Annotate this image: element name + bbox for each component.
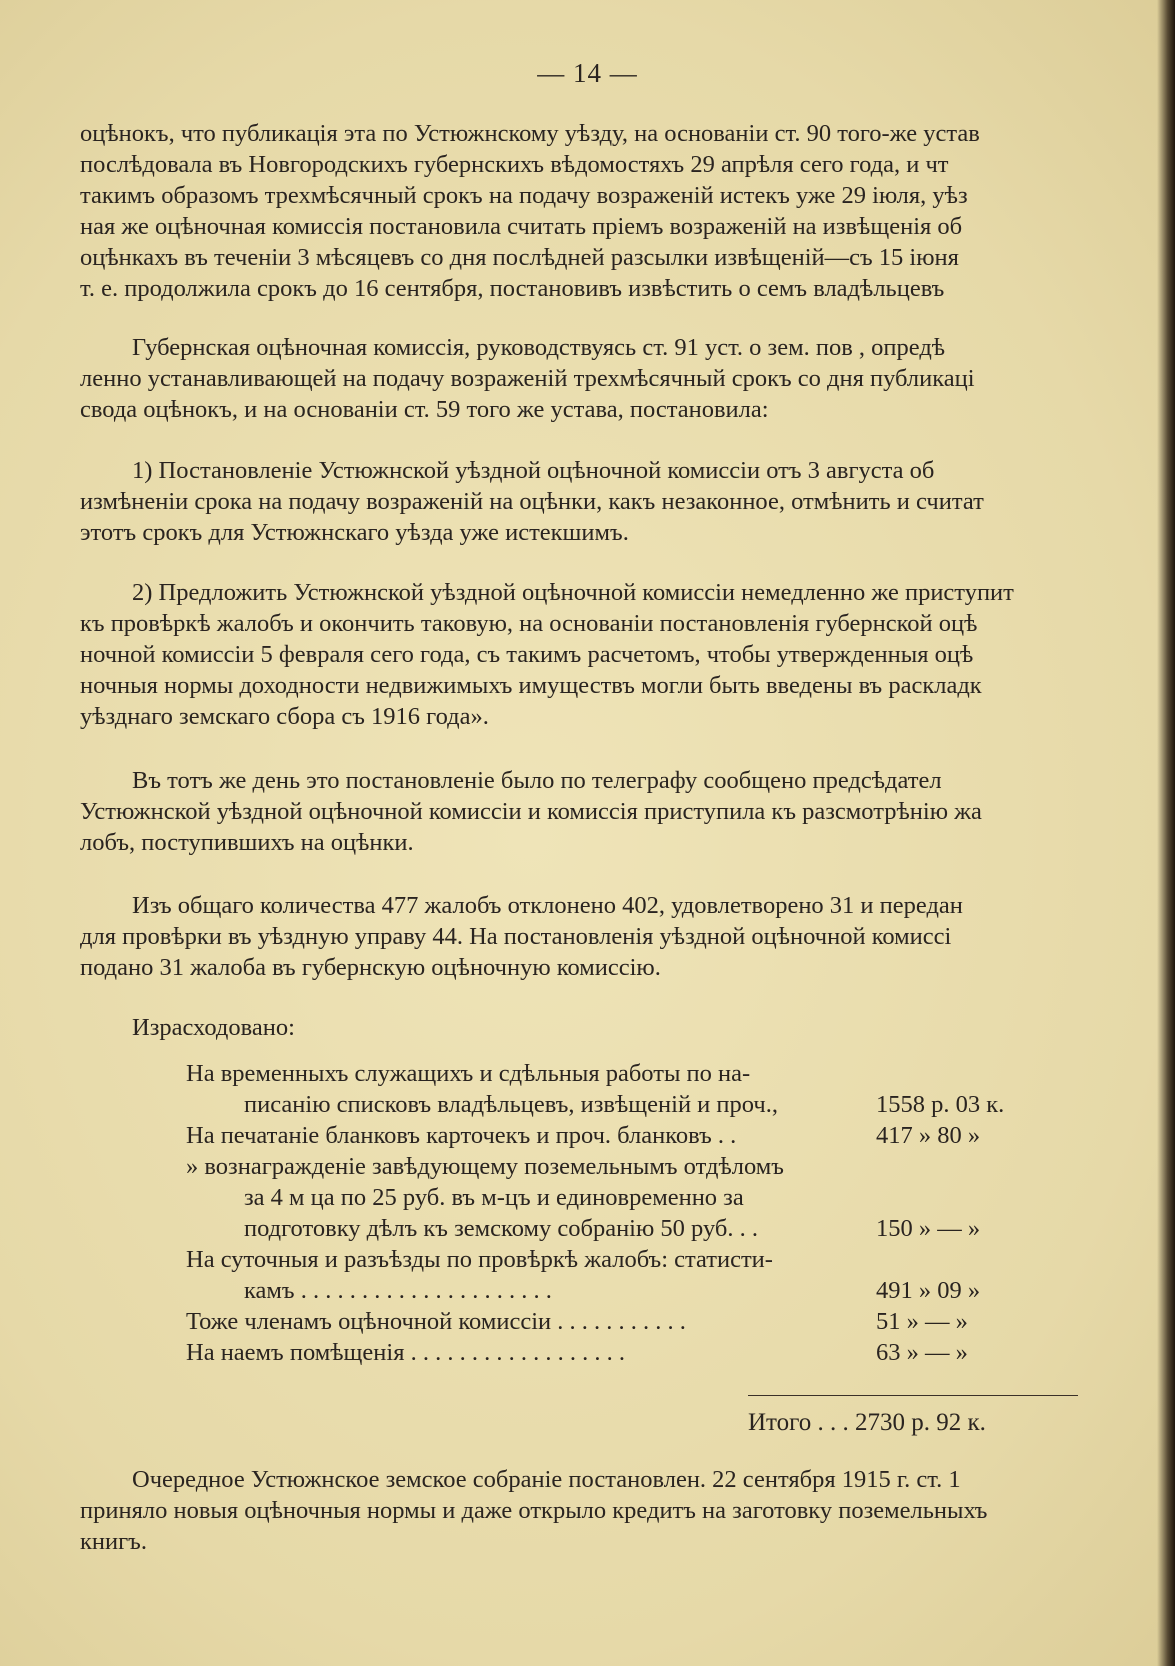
paragraph-6 <box>80 890 1165 983</box>
expense-row <box>186 1151 1086 1182</box>
expense-description: писанію списковъ владѣльцевъ, извѣщеній и проч., <box>244 1091 778 1118</box>
text-line: подано 31 жалоба въ губернскую оцѣночную комиссію. <box>80 954 661 981</box>
section-heading: Израсходовано: <box>132 1014 295 1041</box>
binding-shadow <box>1157 0 1175 1666</box>
text-line: уѣзднаго земскаго сбора съ 1916 года». <box>80 703 489 730</box>
paragraph-3 <box>80 455 1165 548</box>
expense-row <box>186 1120 1086 1151</box>
text-line: Въ тотъ же день это постановленіе было по телеграфу сообщено предсѣдател <box>132 767 942 794</box>
spent-heading <box>80 1012 1165 1043</box>
text-line: Губернская оцѣночная комиссія, руководствуясь ст. 91 уст. о зем. пов , опредѣ <box>132 334 946 361</box>
text-line: къ провѣркѣ жалобъ и окончить таковую, на основаніи постановленія губернской оцѣ <box>80 610 978 637</box>
expense-amount: 491 » 09 » <box>876 1277 981 1304</box>
text-line: 2) Предложить Устюжнской уѣздной оцѣночной комиссіи немедленно же приступит <box>132 579 1014 606</box>
text-line: для провѣрки въ уѣздную управу 44. На постановленія уѣздной оцѣночной комиссі <box>80 923 952 950</box>
expense-description: На наемъ помѣщенія . . . . . . . . . . . . . . . . . . <box>186 1339 625 1366</box>
text-line: ленно устанавливающей на подачу возраженій трехмѣсячный срокъ со дня публикаці <box>80 365 975 392</box>
expense-description: подготовку дѣлъ къ земскому собранію 50 руб. . . <box>244 1215 758 1242</box>
expense-row <box>186 1275 1086 1306</box>
text-line: свода оцѣнокъ, и на основаніи ст. 59 того же устава, постановила: <box>80 396 769 423</box>
expense-row <box>186 1306 1086 1337</box>
text-line: оцѣнкахъ въ теченіи 3 мѣсяцевъ со дня послѣдней разсылки извѣщеній—съ 15 іюня <box>80 244 959 271</box>
expense-amount: 63 » — » <box>876 1339 968 1366</box>
text-line: лобъ, поступившихъ на оцѣнки. <box>80 829 414 856</box>
expense-description: На печатаніе бланковъ карточекъ и проч. бланковъ . . <box>186 1122 737 1149</box>
expense-description: На суточныя и разъѣзды по провѣркѣ жалобъ: статисти- <box>186 1246 773 1273</box>
text-line: Устюжнской уѣздной оцѣночной комиссіи и комиссія приступила къ разсмотрѣнію жа <box>80 798 982 825</box>
text-line: ночныя нормы доходности недвижимыхъ имуществъ могли быть введены въ раскладк <box>80 672 982 699</box>
text-line: Очередное Устюжнское земское собраніе постановлен. 22 сентября 1915 г. ст. 1 <box>132 1466 961 1493</box>
page-number: — 14 — <box>537 58 638 88</box>
expense-amount: 417 » 80 » <box>876 1122 981 1149</box>
expense-row <box>186 1089 1086 1120</box>
expense-description: На временныхъ служащихъ и сдѣльныя работы по на- <box>186 1060 751 1087</box>
text-line: 1) Постановленіе Устюжнской уѣздной оцѣночной комиссіи отъ 3 августа об <box>132 457 935 484</box>
expense-row <box>186 1213 1086 1244</box>
text-line: послѣдовала въ Новгородскихъ губернскихъ вѣдомостяхъ 29 апрѣля сего года, и чт <box>80 151 949 178</box>
expense-row <box>186 1182 1086 1213</box>
expense-description: за 4 м ца по 25 руб. въ м-цъ и единовременно за <box>244 1184 744 1211</box>
text-line: ная же оцѣночная комиссія постановила считать пріемъ возраженій на извѣщенія об <box>80 213 963 240</box>
total-divider <box>748 1395 1078 1396</box>
expense-amount: 51 » — » <box>876 1308 968 1335</box>
expense-row <box>186 1244 1086 1275</box>
expense-description: Тоже членамъ оцѣночной комиссіи . . . . . . . . . . . <box>186 1308 686 1335</box>
expense-amount: 150 » — » <box>876 1215 981 1242</box>
paragraph-4 <box>80 577 1165 732</box>
text-line: этотъ срокъ для Устюжнскаго уѣзда уже истекшимъ. <box>80 519 629 546</box>
paragraph-7 <box>80 1464 1165 1557</box>
text-line: такимъ образомъ трехмѣсячный срокъ на подачу возраженій истекъ уже 29 іюля, уѣз <box>80 182 968 209</box>
expense-row <box>186 1337 1086 1368</box>
expenses-total: Итого . . . 2730 р. 92 к. <box>748 1409 986 1436</box>
expense-amount: 1558 р. 03 к. <box>876 1091 1005 1118</box>
expense-description: » вознагражденіе завѣдующему поземельнымъ отдѣломъ <box>186 1153 784 1180</box>
expenses-table <box>186 1058 1086 1368</box>
text-line: приняло новыя оцѣночныя нормы и даже открыло кредитъ на заготовку поземельныхъ <box>80 1497 988 1524</box>
text-line: ночной комиссіи 5 февраля сего года, съ такимъ расчетомъ, чтобы утвержденныя оцѣ <box>80 641 974 668</box>
expense-row <box>186 1058 1086 1089</box>
text-line: оцѣнокъ, что публикація эта по Устюжнскому уѣзду, на основаніи ст. 90 того-же устав <box>80 120 980 147</box>
text-line: измѣненіи срока на подачу возраженій на оцѣнки, какъ незаконное, отмѣнить и считат <box>80 488 984 515</box>
text-line: книгъ. <box>80 1528 147 1555</box>
text-line: т. е. продолжила срокъ до 16 сентября, постановивъ извѣстить о семъ владѣльцевъ <box>80 275 945 302</box>
text-line: Изъ общаго количества 477 жалобъ отклонено 402, удовлетворено 31 и передан <box>132 892 963 919</box>
expense-description: камъ . . . . . . . . . . . . . . . . . . . . . <box>244 1277 552 1304</box>
paragraph-1 <box>80 118 1165 304</box>
paragraph-5 <box>80 765 1165 858</box>
paragraph-2 <box>80 332 1165 425</box>
